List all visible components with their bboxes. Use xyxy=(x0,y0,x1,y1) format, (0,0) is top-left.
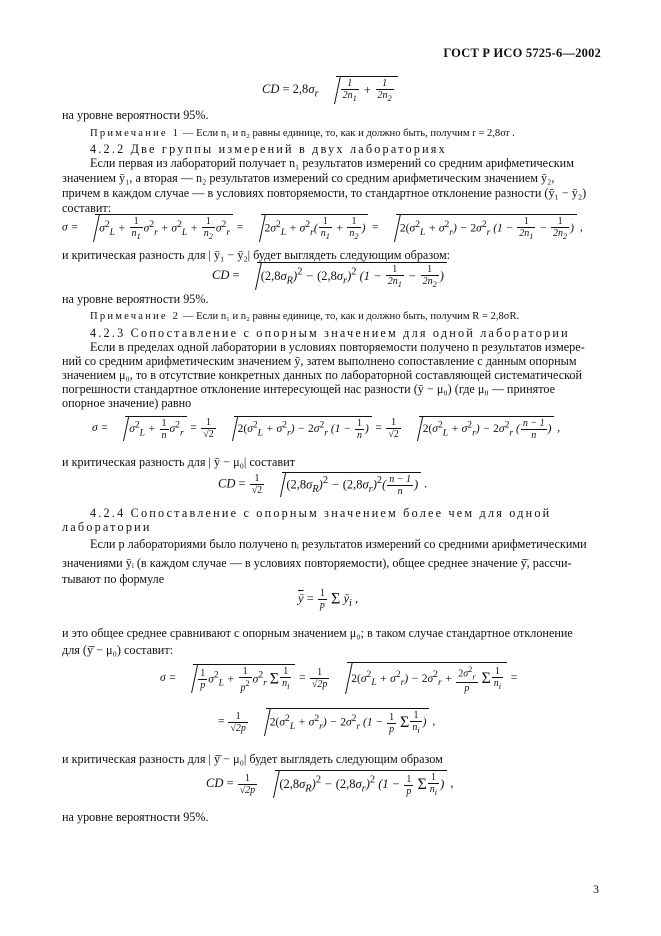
note-text: — Если n₁ и n₂ равны единице, то, как и должно быть, получим r = 2,8σr . xyxy=(180,128,515,139)
equation-cd-two-labs: CD = $(2,8\sigma_R)^2 - (2,8\sigma_r)^2$ (1 − $\frac{1}{2n_1}$ − $\frac{1}{2n_2}$ ) xyxy=(212,262,447,290)
paragraph-line: Если в пределах одной лаборатории в условиях повторяемости получено n результатов измере- xyxy=(90,340,585,354)
paragraph-line: и критическая разность для | ȳ₁ − ȳ₂| будет выглядеть следующим образом: xyxy=(62,248,451,262)
paragraph-line: значениями ȳᵢ (в каждом случае — в условиях повторяемости), общее среднее значение ȳ̄, рассчи- xyxy=(62,556,572,570)
paragraph-line: и критическая разность для | ȳ − μ₀| составит xyxy=(62,455,296,469)
page-number: 3 xyxy=(593,882,599,896)
equation-grand-mean: $\overline{ȳ}$ = $\frac{1}{p}$ Σ $ȳ_i$ , xyxy=(298,588,359,611)
page-header: ГОСТ Р ИСО 5725-6—2002 xyxy=(443,46,601,60)
equation-sigma-multi-lab: σ = $\frac{1}{p}$ $\sigma^2_L$ + $\frac{1}{p^2}$ $\sigma^2_r$ Σ $\frac{1}{n_i}$ = $\frac{1}{√2p}$ $2(\sigma^2_L + \sigma^2_r) - 2\sigma^2_r$ + $\frac{2\sigma^2_r}{p}$ Σ $\frac{1}{n_i}$ = xyxy=(160,662,518,694)
paragraph-line: тывают по формуле xyxy=(62,572,165,586)
note-1 xyxy=(90,126,515,141)
equation-cd-one-lab: CD = $\frac{1}{√2}$ $(2,8\sigma_R)^2 - (2,8\sigma_r)^2$( $\frac{n - 1}{n}$ ) . xyxy=(218,473,428,497)
paragraph-line: погрешности стандартное отклонение интересующей нас разности (ȳ − μ₀) (где μ₀ — принятое xyxy=(62,382,556,396)
paragraph-line: значением μ₀, то в отсутствие конкретных данных по лабораторной составляющей систематической xyxy=(62,368,583,382)
text-line: на уровне вероятности 95%. xyxy=(62,810,209,824)
equation-sigma-one-lab: $\sigma = \sigma^2_L$ + $\frac{1}{n}$ $\sigma^2_r$ = $\frac{1}{√2}$ $2(\sigma^2_L + \sigma^2_r) - 2\sigma^2_r$ (1 − $\frac{1}{n}$ ) = $\frac{1}{√2}$ $2(\sigma^2_L + \sigma^2_r) - 2\sigma^2_r$ ( $\frac{n - 1}{n}$ ) , xyxy=(92,417,561,441)
paragraph-line: для (ȳ̄ − μ₀) составит: xyxy=(62,643,174,657)
section-heading-4-2-4: 4.2.4 Сопоставление с опорным значением более чем для одной xyxy=(90,506,552,520)
note-text: — Если n₁ и n₂ равны единице, то, как и должно быть, получим R = 2,8σR. xyxy=(180,311,520,322)
paragraph-line: и это общее среднее сравнивают с опорным значением μ₀; в таком случае стандартное отклонение xyxy=(62,626,573,640)
section-heading-4-2-3: 4.2.3 Сопоставление с опорным значением для одной лаборатории xyxy=(90,326,570,340)
note-label: Примечание 2 xyxy=(90,311,181,322)
paragraph-line: значением ȳ₁, а вторая — n₂ результатов измерений со средним арифметическим значением ȳ₂, xyxy=(62,171,555,185)
equation-sigma-two-labs: $\sigma = \sigma^2_L$ + $\frac{1}{n_1}$ $\sigma^2_r + \sigma^2_L$ + $\frac{1}{n_2}$ $\sigma^2_r = 2\sigma^2_L + \sigma^2_r$( $\frac{1}{n_1}$ + $\frac{1}{n_2}$ ) = $2(\sigma^2_L + \sigma^2_r) - 2\sigma^2_r$ (1 − $\frac{1}{2n_1}$ − $\frac{1}{2n_2}$ ) , xyxy=(62,216,583,241)
equation-cd-multi-lab: CD = $\frac{1}{√2p}$ $(2,8\sigma_R)^2 - (2,8\sigma_r)^2$ (1 − $\frac{1}{p}$ Σ $\frac{1}{n_i}$ ) , xyxy=(206,772,454,797)
text-line: на уровне вероятности 95%. xyxy=(62,292,209,306)
section-heading-4-2-4-cont: лаборатории xyxy=(62,520,152,534)
text-line: на уровне вероятности 95%. xyxy=(62,108,209,122)
equation-cd-repeatability: CD = $2,8\sigma_r$ $\frac{1}{2n_1}$ + $\frac{1}{2n_2}$ xyxy=(262,76,398,104)
note-2 xyxy=(90,309,519,324)
equation-sigma-multi-lab-cont: = $\frac{1}{√2p}$ $2(\sigma^2_L + \sigma^2_r) - 2\sigma^2_r$ (1 − $\frac{1}{p}$ Σ $\frac{1}{n_i}$ ) , xyxy=(218,710,436,735)
paragraph-line: опорное значение) равно xyxy=(62,396,192,410)
paragraph-line: причем в каждом случае — в условиях повторяемости, то стандартное отклонение разности (ȳ₁ − ȳ₂) xyxy=(62,186,587,200)
paragraph-line: и критическая разность для | ȳ̄ − μ₀| будет выглядеть следующим образом xyxy=(62,752,443,766)
paragraph-line: ний со средним арифметическим значением ȳ, затем выполнено сопоставление с данным опорным xyxy=(62,354,577,368)
paragraph-line: составит: xyxy=(62,201,112,215)
paragraph-line: Если p лабораториями было получено nᵢ результатов измерений со средними арифметическими xyxy=(90,537,587,551)
paragraph-line: Если первая из лабораторий получает n₁ результатов измерений со средним арифметическим xyxy=(90,156,574,170)
section-heading-4-2-2: 4.2.2 Две группы измерений в двух лабораториях xyxy=(90,142,447,156)
note-label: Примечание 1 xyxy=(90,128,181,139)
